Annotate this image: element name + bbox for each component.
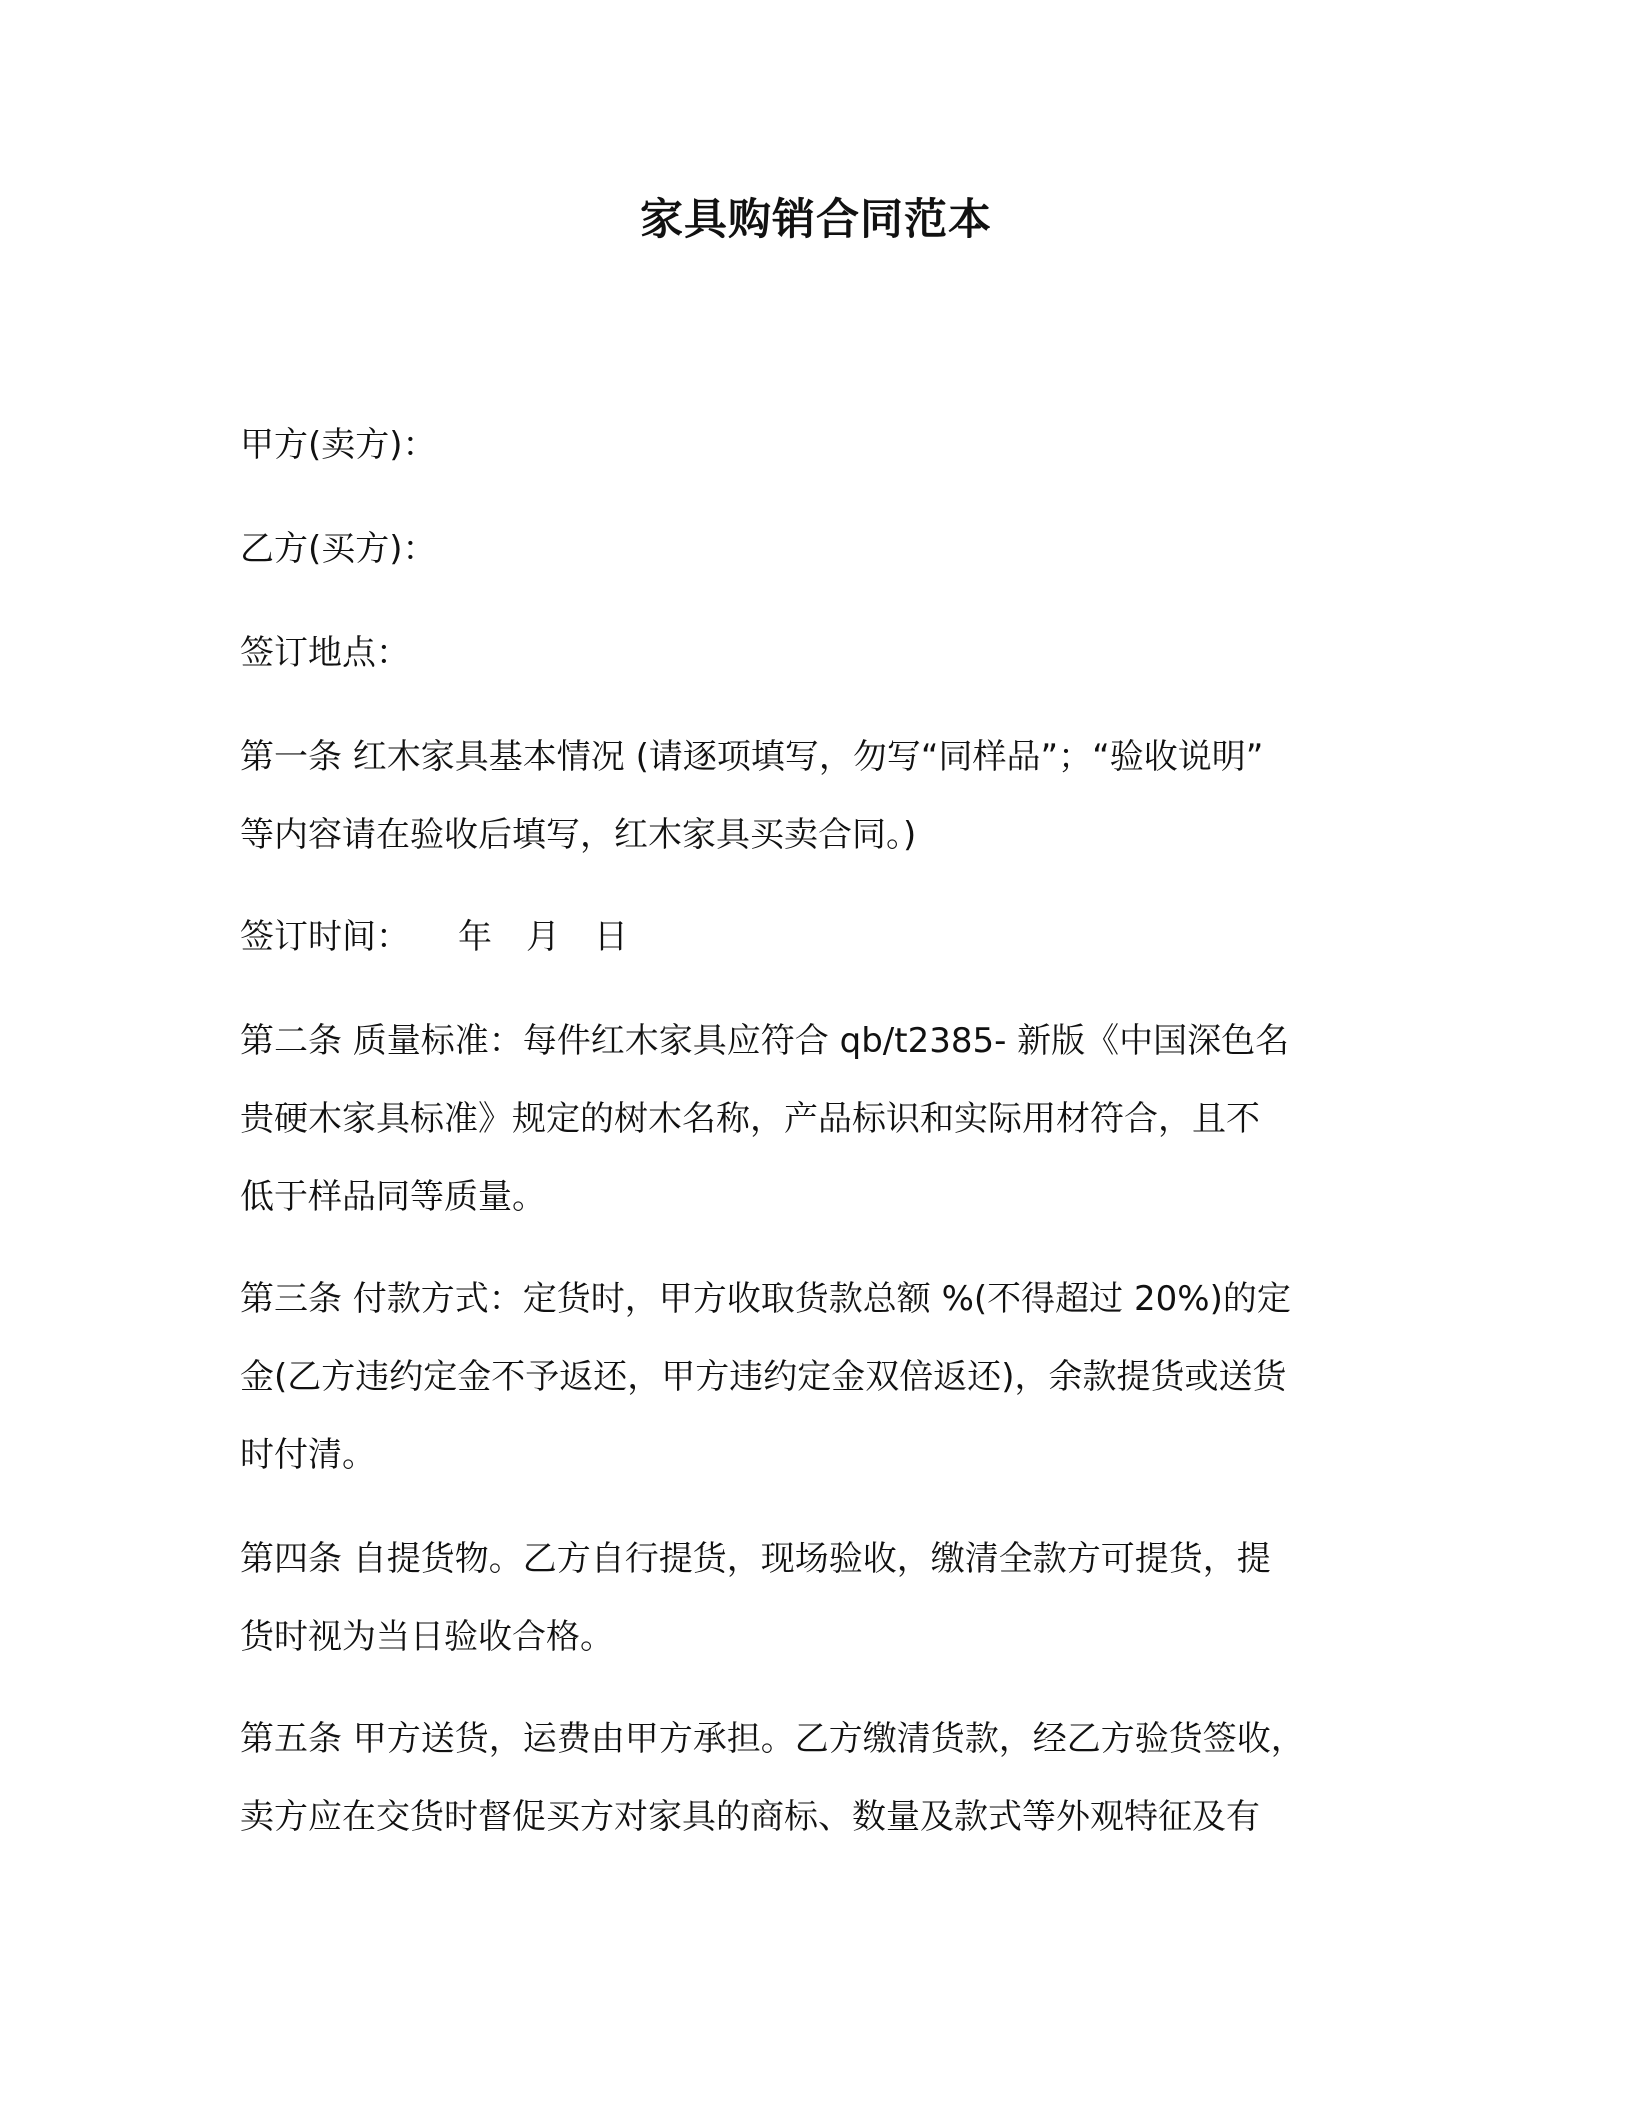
article-1-line-1: 第一条 红木家具基本情况 (请逐项填写，勿写“同样品”；“验收说明”	[240, 737, 1264, 777]
article-1-line-2: 等内容请在验收后填写，红木家具买卖合同。)	[240, 815, 917, 855]
sign-time-day: 日	[594, 917, 628, 957]
sign-place-label: 签订地点：	[240, 633, 410, 673]
article-5	[240, 1700, 1400, 1856]
article-4-line-1: 第四条 自提货物。乙方自行提货，现场验收，缴清全款方可提货，提	[240, 1539, 1271, 1579]
article-5-line-1: 第五条 甲方送货，运费由甲方承担。乙方缴清货款，经乙方验货签收，	[240, 1719, 1305, 1759]
article-1	[240, 718, 1400, 874]
sign-place-field	[240, 614, 1400, 692]
article-2-line-2: 贵硬木家具标准》规定的树木名称，产品标识和实际用材符合，且不	[240, 1099, 1260, 1139]
document-title: 家具购销合同范本	[640, 195, 992, 245]
article-2	[240, 1002, 1400, 1236]
party-b-field	[240, 510, 1400, 588]
article-3-line-3: 时付清。	[240, 1435, 376, 1475]
article-2-line-1: 第二条 质量标准：每件红木家具应符合 qb/t2385- 新版《中国深色名	[240, 1021, 1290, 1061]
article-3	[240, 1260, 1400, 1494]
party-a-field	[240, 406, 1400, 484]
sign-time-label: 签订时间：	[240, 917, 410, 957]
article-4-line-2: 货时视为当日验收合格。	[240, 1617, 614, 1657]
sign-time-year: 年	[458, 917, 492, 957]
party-b-label: 乙方(买方)：	[240, 529, 437, 569]
article-4	[240, 1520, 1400, 1676]
sign-time-field	[240, 898, 1400, 976]
article-3-line-2: 金(乙方违约定金不予返还，甲方违约定金双倍返还)，余款提货或送货	[240, 1357, 1287, 1397]
sign-time-month: 月	[526, 917, 560, 957]
article-5-line-2: 卖方应在交货时督促买方对家具的商标、数量及款式等外观特征及有	[240, 1797, 1260, 1837]
article-2-line-3: 低于样品同等质量。	[240, 1177, 546, 1217]
article-3-line-1: 第三条 付款方式：定货时，甲方收取货款总额 %(不得超过 20%)的定	[240, 1279, 1291, 1319]
party-a-label: 甲方(卖方)：	[240, 425, 437, 465]
sign-time-line	[240, 898, 1400, 976]
